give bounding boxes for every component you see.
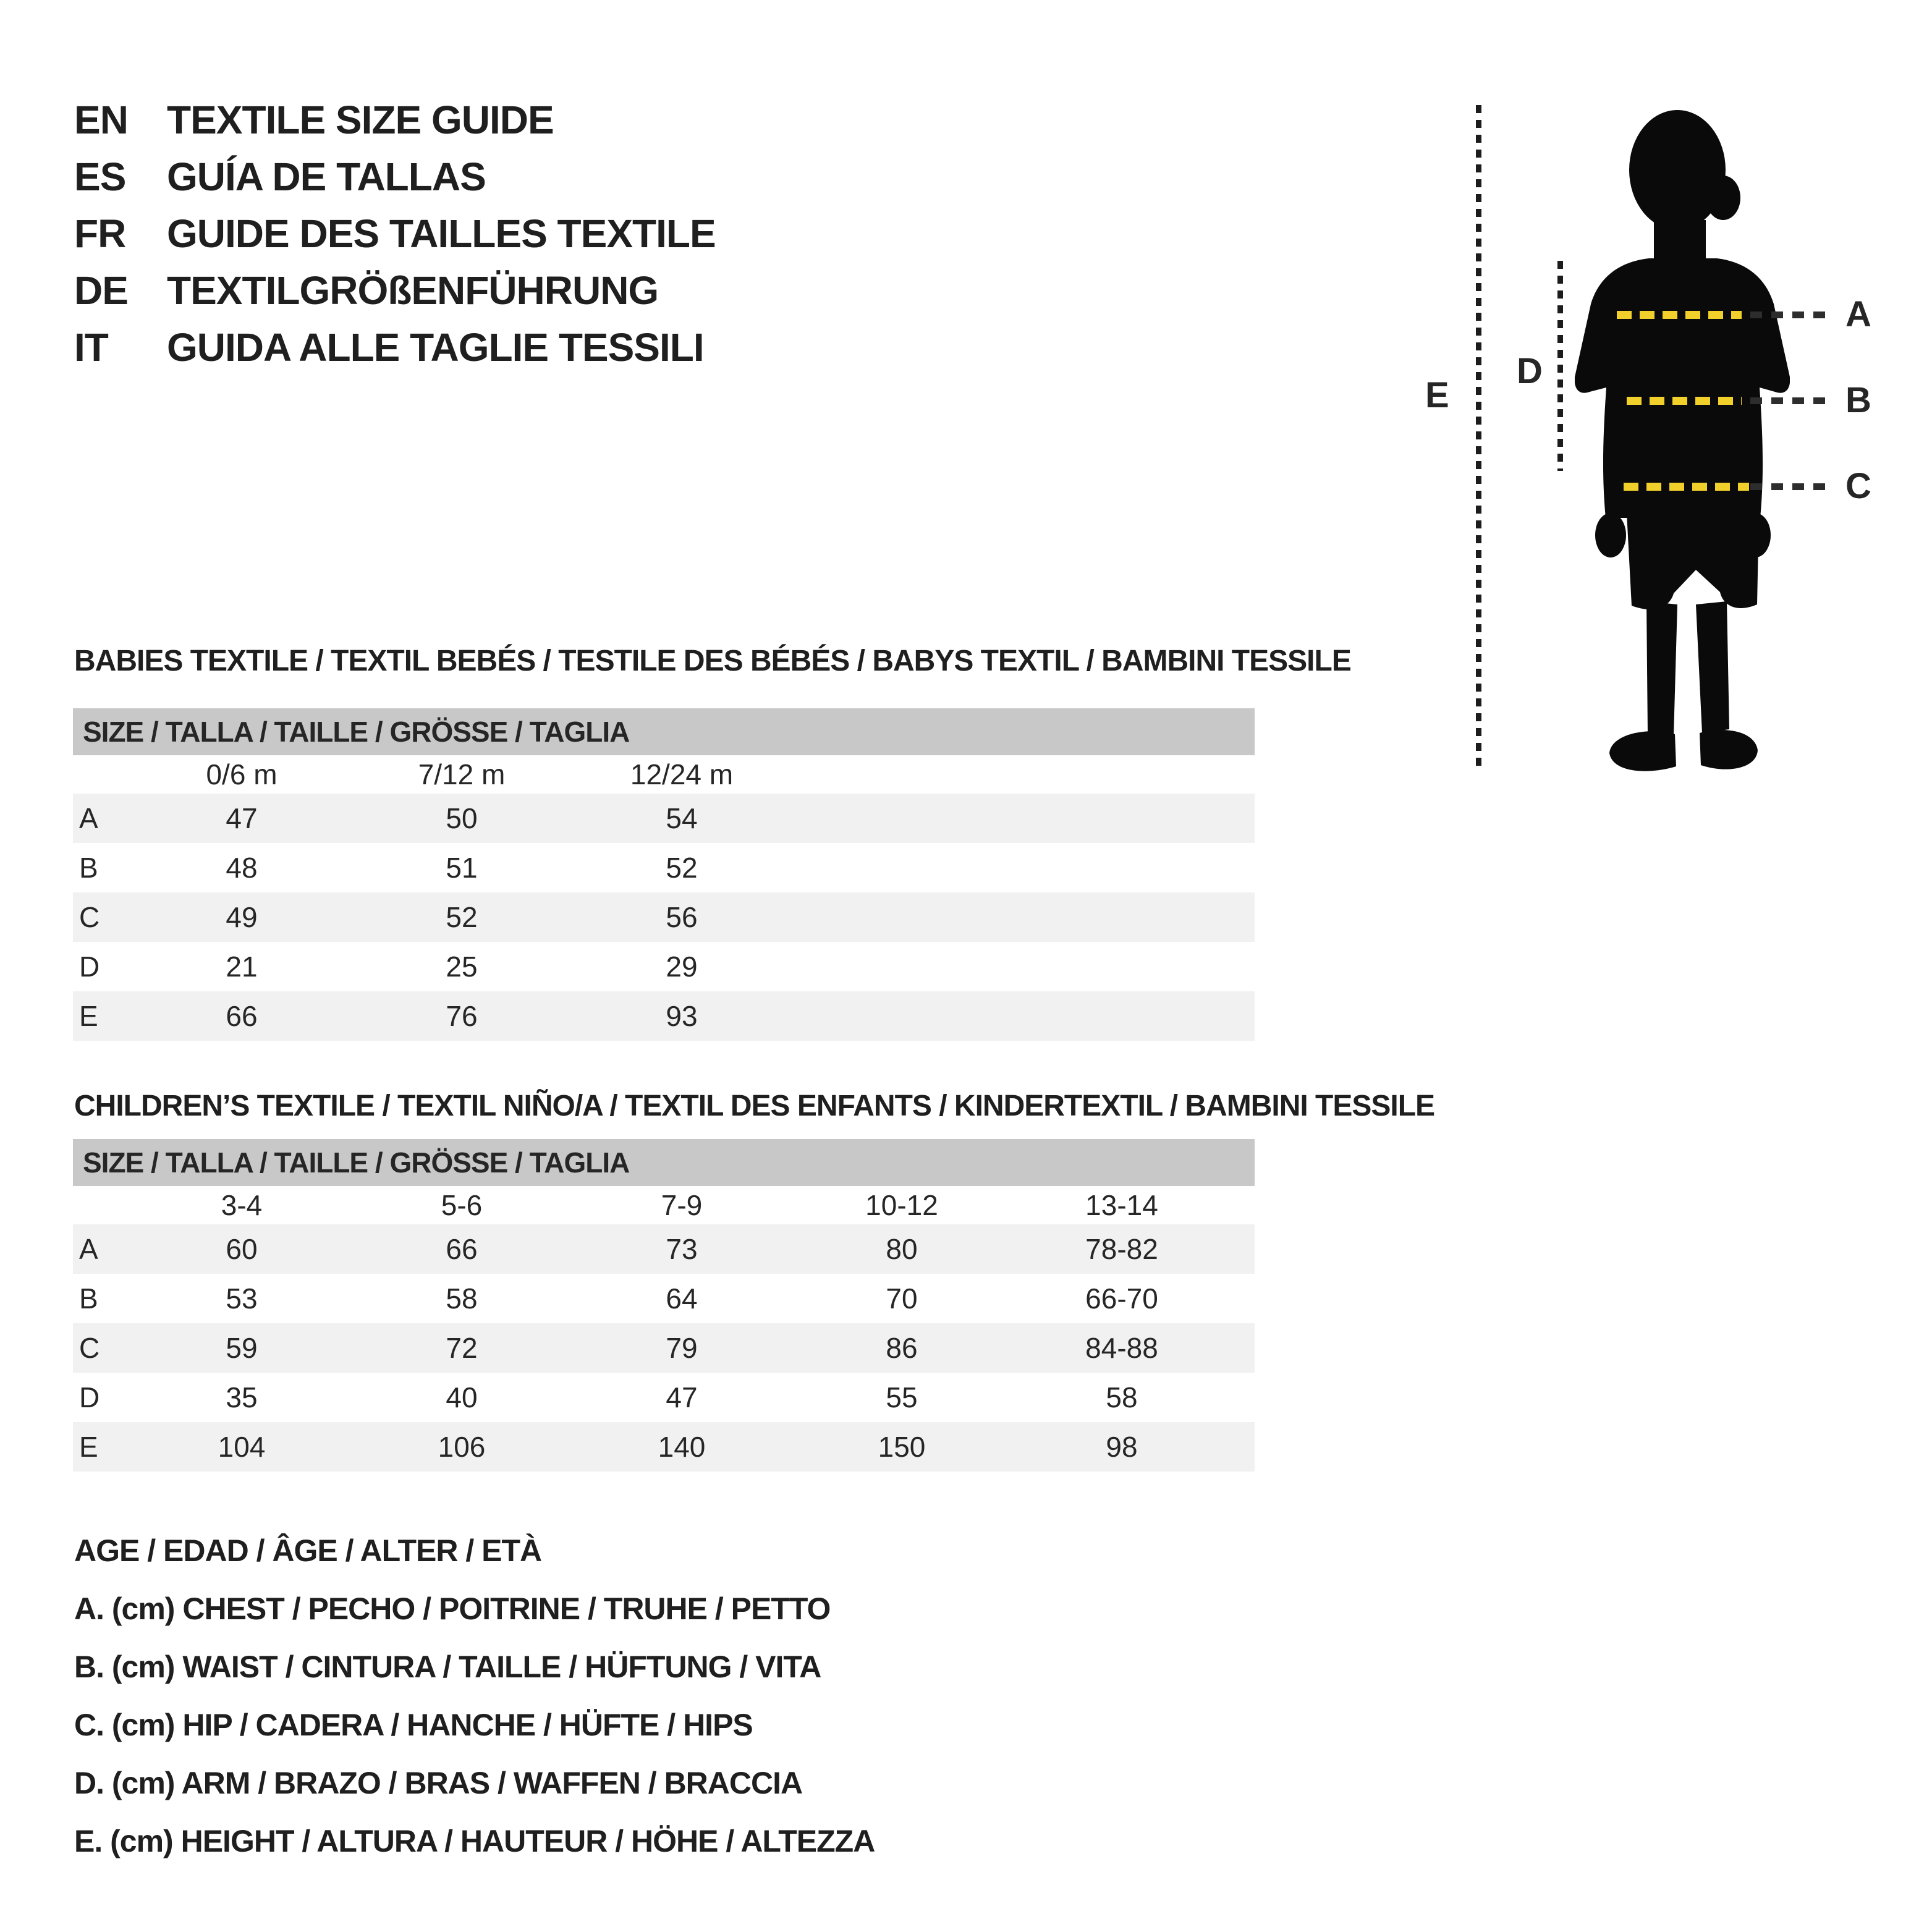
table-cell: 78-82 xyxy=(1085,1233,1158,1265)
waist-measure-line-yellow xyxy=(1627,397,1742,405)
measurement-legend xyxy=(74,1522,875,1870)
legend-chest: A. (cm) CHEST / PECHO / POITRINE / TRUHE / PETTO xyxy=(74,1591,831,1626)
table-cell: 52 xyxy=(666,852,698,884)
column-header: 0/6 m xyxy=(206,758,278,790)
hip-measure-line-yellow xyxy=(1624,483,1749,491)
hip-measure-line-lead xyxy=(1750,483,1828,490)
column-header: 13-14 xyxy=(1085,1189,1158,1221)
silhouette-right-shoe xyxy=(1700,730,1758,769)
table-cell: 47 xyxy=(666,1381,698,1413)
table-cell: 84-88 xyxy=(1085,1332,1158,1364)
silhouette-left-hand xyxy=(1595,513,1626,557)
row-label: B xyxy=(79,1282,98,1315)
guide-title-es: GUÍA DE TALLAS xyxy=(167,155,486,199)
guide-title-en: TEXTILE SIZE GUIDE xyxy=(167,98,554,142)
measurement-diagram xyxy=(1409,87,1932,822)
figure-label-hip: C xyxy=(1845,466,1871,506)
table-cell: 59 xyxy=(226,1332,258,1364)
silhouette-left-shoe xyxy=(1609,731,1676,771)
table-cell: 70 xyxy=(886,1282,918,1315)
row-label: E xyxy=(79,1000,98,1032)
legend-arm: D. (cm) ARM / BRAZO / BRAS / WAFFEN / BRACCIA xyxy=(74,1766,803,1800)
chest-measure-line-yellow xyxy=(1617,311,1742,319)
row-label: C xyxy=(79,901,100,933)
language-code: EN xyxy=(74,98,128,142)
row-label: A xyxy=(79,802,98,834)
table-cell: 54 xyxy=(666,802,698,834)
table-cell: 140 xyxy=(658,1431,706,1463)
guide-title-it: GUIDA ALLE TAGLIE TESSILI xyxy=(167,325,704,370)
chest-measure-line-lead xyxy=(1750,311,1826,318)
row-label: D xyxy=(79,1381,100,1413)
empty-corner-cell xyxy=(73,1186,132,1224)
column-header: 10-12 xyxy=(865,1189,938,1221)
language-row-es xyxy=(74,148,716,205)
legend-waist: B. (cm) WAIST / CINTURA / TAILLE / HÜFTUNG / VITA xyxy=(74,1650,821,1684)
language-row-en xyxy=(74,91,716,148)
guide-title-fr: GUIDE DES TAILLES TEXTILE xyxy=(167,211,716,256)
row-label: D xyxy=(79,951,100,983)
table-row xyxy=(73,1323,1255,1373)
silhouette-right-leg xyxy=(1696,601,1729,733)
children-column-header-row xyxy=(73,1186,1255,1224)
language-row-it xyxy=(74,319,716,376)
table-cell: 73 xyxy=(666,1233,698,1265)
filler-cell xyxy=(792,755,1255,794)
babies-column-header-row xyxy=(73,755,1255,794)
table-cell: 72 xyxy=(446,1332,478,1364)
children-size-table xyxy=(73,1139,1255,1472)
silhouette-shorts xyxy=(1627,513,1759,609)
table-row xyxy=(73,1274,1255,1323)
table-cell: 76 xyxy=(446,1000,478,1032)
filler-cell xyxy=(1232,1186,1255,1224)
filler-cell xyxy=(792,794,1255,843)
filler-cell xyxy=(1232,1373,1255,1422)
column-header: 7/12 m xyxy=(418,758,506,790)
table-row xyxy=(73,843,1255,892)
filler-cell xyxy=(792,991,1255,1041)
table-cell: 56 xyxy=(666,901,698,933)
table-cell: 79 xyxy=(666,1332,698,1364)
column-header: 5-6 xyxy=(441,1189,483,1221)
filler-cell xyxy=(792,843,1255,892)
children-size-bar: SIZE / TALLA / TAILLE / GRÖSSE / TAGLIA xyxy=(73,1139,1255,1186)
table-cell: 58 xyxy=(1106,1381,1138,1413)
filler-cell xyxy=(792,892,1255,942)
table-cell: 52 xyxy=(446,901,478,933)
table-cell: 66-70 xyxy=(1085,1282,1158,1315)
figure-label-height: E xyxy=(1425,375,1449,415)
children-section-heading: CHILDREN’S TEXTILE / TEXTIL NIÑO/A / TEXTIL DES ENFANTS / KINDERTEXTIL / BAMBINI TESSILE xyxy=(74,1090,1435,1122)
silhouette-shirt xyxy=(1575,258,1790,518)
table-cell: 80 xyxy=(886,1233,918,1265)
table-cell: 49 xyxy=(226,901,258,933)
table-cell: 50 xyxy=(446,802,478,834)
filler-cell xyxy=(1232,1274,1255,1323)
column-header: 12/24 m xyxy=(630,758,734,790)
column-header: 3-4 xyxy=(221,1189,263,1221)
silhouette-hair-tuft xyxy=(1706,176,1740,220)
waist-measure-line-lead xyxy=(1750,397,1828,404)
table-cell: 150 xyxy=(878,1431,926,1463)
table-cell: 21 xyxy=(226,951,258,983)
table-row xyxy=(73,1224,1255,1274)
legend-height: E. (cm) HEIGHT / ALTURA / HAUTEUR / HÖHE / ALTEZZA xyxy=(74,1824,875,1858)
filler-cell xyxy=(1232,1422,1255,1472)
row-label: E xyxy=(79,1431,98,1463)
table-cell: 93 xyxy=(666,1000,698,1032)
table-row xyxy=(73,991,1255,1041)
legend-age: AGE / EDAD / ÂGE / ALTER / ETÀ xyxy=(74,1533,542,1568)
column-header: 7-9 xyxy=(661,1189,703,1221)
table-cell: 40 xyxy=(446,1381,478,1413)
table-cell: 35 xyxy=(226,1381,258,1413)
language-row-fr xyxy=(74,205,716,262)
silhouette-left-leg xyxy=(1646,601,1677,735)
table-cell: 58 xyxy=(446,1282,478,1315)
table-cell: 55 xyxy=(886,1381,918,1413)
table-cell: 47 xyxy=(226,802,258,834)
guide-title-de: TEXTILGRÖßENFÜHRUNG xyxy=(167,268,659,313)
table-cell: 60 xyxy=(226,1233,258,1265)
figure-label-arm: D xyxy=(1517,351,1543,391)
table-cell: 25 xyxy=(446,951,478,983)
language-code: IT xyxy=(74,325,108,370)
table-row xyxy=(73,794,1255,843)
table-cell: 104 xyxy=(218,1431,266,1463)
figure-label-waist: B xyxy=(1845,380,1871,420)
table-cell: 29 xyxy=(666,951,698,983)
height-measure-dotted-line xyxy=(1476,105,1481,769)
table-row xyxy=(73,892,1255,942)
table-cell: 66 xyxy=(446,1233,478,1265)
table-cell: 53 xyxy=(226,1282,258,1315)
table-cell: 106 xyxy=(438,1431,486,1463)
language-title-block xyxy=(74,91,716,376)
row-label: B xyxy=(79,852,98,884)
row-label: C xyxy=(79,1332,100,1364)
language-code: FR xyxy=(74,211,126,256)
table-cell: 64 xyxy=(666,1282,698,1315)
language-row-de xyxy=(74,262,716,319)
figure-label-chest: A xyxy=(1845,294,1871,334)
table-cell: 66 xyxy=(226,1000,258,1032)
babies-size-bar: SIZE / TALLA / TAILLE / GRÖSSE / TAGLIA xyxy=(73,708,1255,755)
arm-measure-dotted-line xyxy=(1557,261,1563,471)
child-silhouette-figure xyxy=(1575,110,1790,775)
babies-size-table xyxy=(73,708,1255,1041)
table-cell: 51 xyxy=(446,852,478,884)
table-row xyxy=(73,1422,1255,1472)
legend-hip: C. (cm) HIP / CADERA / HANCHE / HÜFTE / HIPS xyxy=(74,1708,753,1742)
language-code: DE xyxy=(74,268,128,313)
table-cell: 98 xyxy=(1106,1431,1138,1463)
row-label: A xyxy=(79,1233,98,1265)
table-row xyxy=(73,942,1255,991)
table-cell: 86 xyxy=(886,1332,918,1364)
table-cell: 48 xyxy=(226,852,258,884)
filler-cell xyxy=(1232,1323,1255,1373)
filler-cell xyxy=(792,942,1255,991)
table-row xyxy=(73,1373,1255,1422)
empty-corner-cell xyxy=(73,755,132,794)
language-code: ES xyxy=(74,155,126,199)
filler-cell xyxy=(1232,1224,1255,1274)
babies-section-heading: BABIES TEXTILE / TEXTIL BEBÉS / TESTILE DES BÉBÉS / BABYS TEXTIL / BAMBINI TESSILE xyxy=(74,645,1351,677)
